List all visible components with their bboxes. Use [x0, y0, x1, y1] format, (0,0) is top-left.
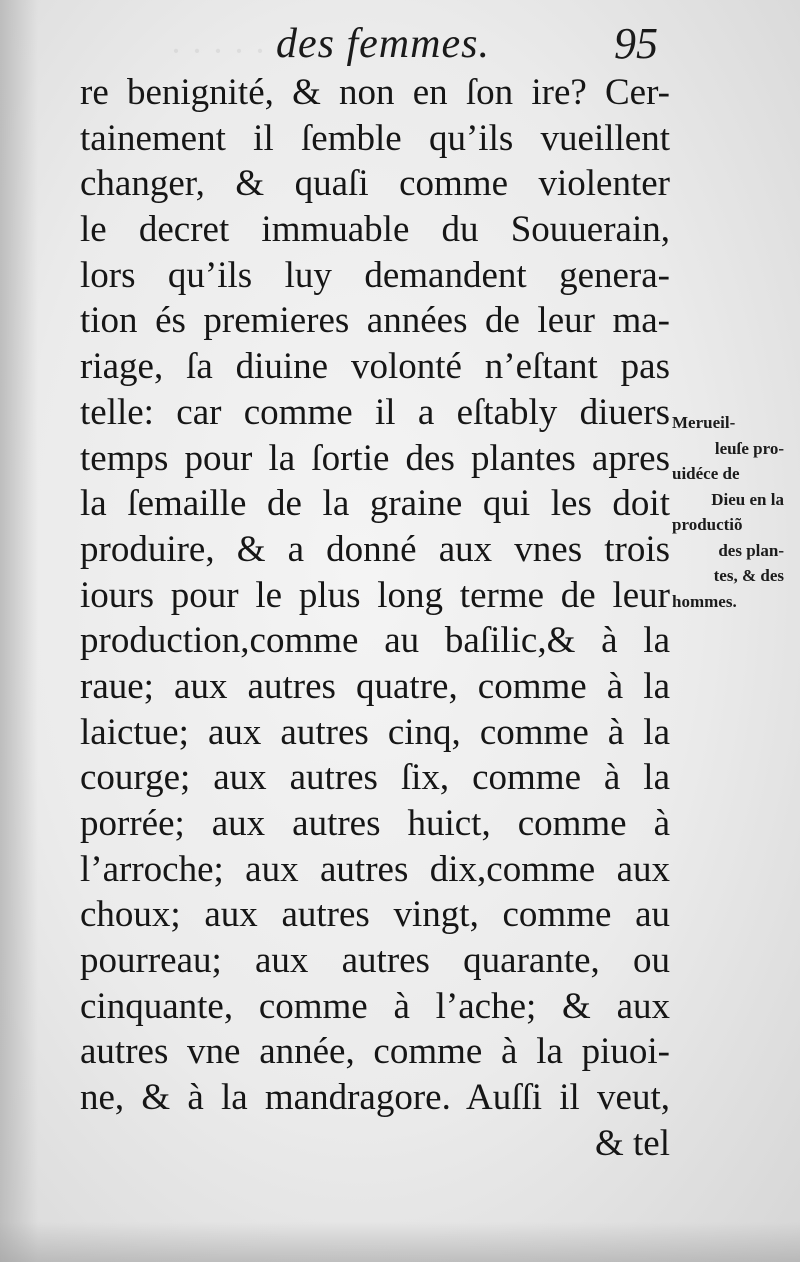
text-line: re benignité, & non en ſon ire? Cer- [80, 72, 670, 113]
text-line: iours pour le plus long terme de leur [80, 574, 670, 616]
bottom-edge-shadow [0, 1222, 800, 1262]
margin-note [672, 410, 784, 614]
text-line: riage, ſa diuine volonté n’eſtant pas [80, 346, 670, 388]
text-line: changer, & quaſi comme violenter [80, 163, 670, 205]
text-line: autres vne année, comme à la piuoi- [80, 1031, 670, 1073]
margin-note-line: uidéce de [672, 464, 740, 483]
text-line: la ſemaille de la graine qui les doit [80, 483, 670, 525]
text-line: laictue; aux autres cinq, comme à la [80, 711, 670, 753]
margin-note-line: des plan- [718, 540, 784, 560]
text-line: raue; aux autres quatre, comme à la [80, 665, 670, 707]
margin-note-line: Merueil- [672, 413, 736, 432]
body-text [80, 70, 670, 1167]
text-line: l’arroche; aux autres dix,comme aux [80, 848, 670, 890]
text-line: pourreau; aux autres quarante, ou [80, 940, 670, 982]
show-through-text: · · · · · [170, 31, 266, 71]
gutter-shadow [0, 0, 38, 1262]
text-line: tainement il ſemble qu’ils vueillent [80, 117, 670, 159]
text-line: le decret immuable du Souuerain, [80, 209, 670, 251]
text-line: temps pour la ſortie des plantes apres [80, 437, 670, 479]
margin-note-line: productiõ [672, 515, 743, 534]
running-title: des femmes. [276, 21, 490, 67]
text-line: porrée; aux autres huict, comme à [80, 803, 670, 844]
text-line: lors qu’ils luy demandent genera- [80, 254, 670, 296]
margin-note-line: Dieu en la [711, 489, 784, 509]
text-line: courge; aux autres ſix, comme à la [80, 757, 670, 799]
text-line: ne, & à la mandragore. Auſſi il veut, [80, 1077, 670, 1119]
text-line: produire, & a donné aux vnes trois [80, 528, 670, 570]
text-line: tion és premieres années de leur ma- [80, 300, 670, 342]
text-line: production,comme au baſilic,& à la [80, 620, 670, 662]
margin-note-line: hommes. [672, 591, 737, 611]
text-line: telle: car comme il a eſtably diuers [80, 391, 670, 433]
page-number: 95 [614, 19, 658, 68]
text-line: choux; aux autres vingt, comme au [80, 894, 670, 936]
text-line: cinquante, comme à l’ache; & aux [80, 985, 670, 1027]
margin-note-line: leuſe pro- [714, 438, 784, 458]
catchword-line: & tel [594, 1122, 670, 1164]
margin-note-line: tes, & des [713, 566, 784, 585]
